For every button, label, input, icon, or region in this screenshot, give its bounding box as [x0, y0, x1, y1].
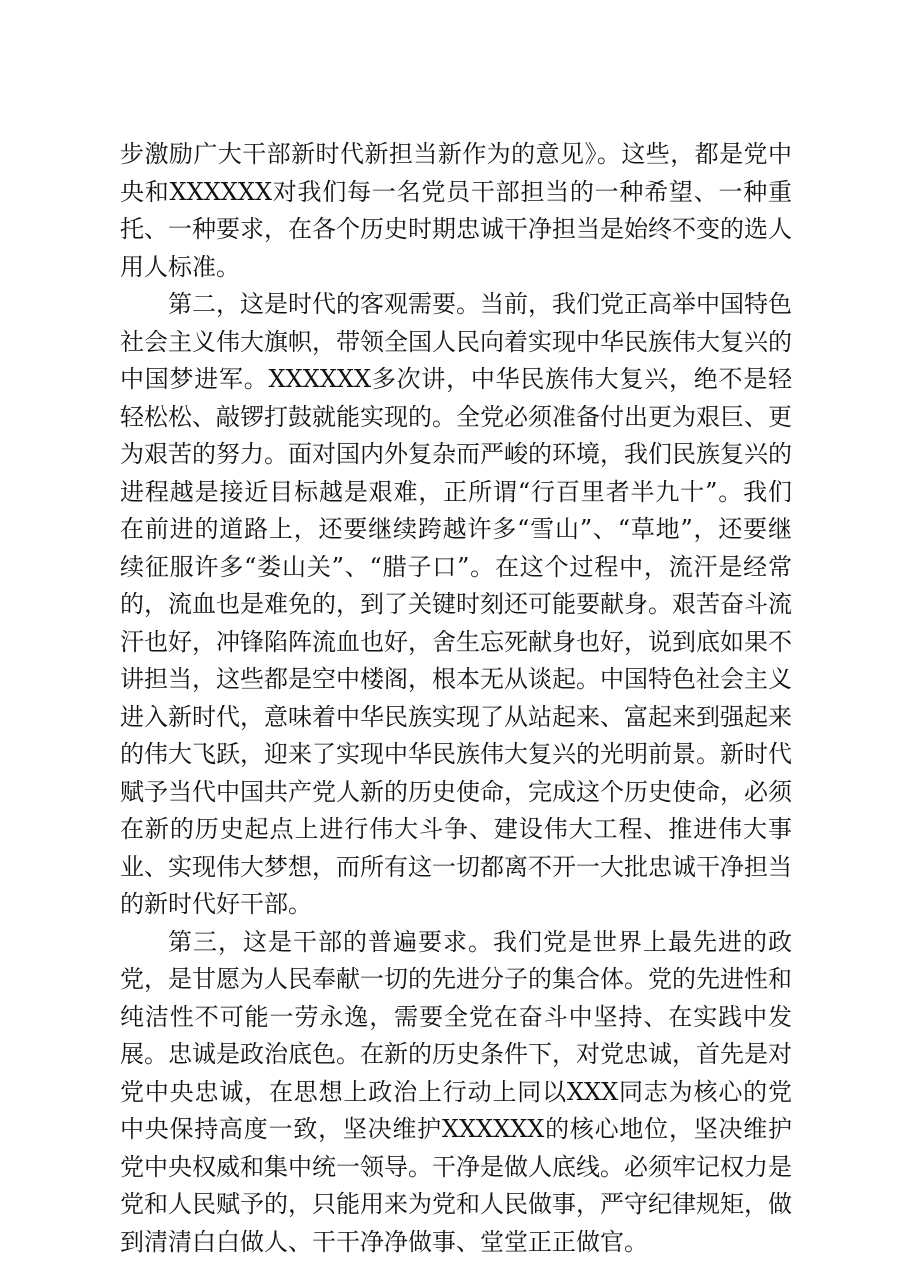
paragraph-third-point: 第三，这是干部的普遍要求。我们党是世界上最先进的政党，是甘愿为人民奉献一切的先进分子的集合体。党的先进性和纯洁性不可能一劳永逸，需要全党在奋斗中坚持、在实践中发展。忠诚是政治底色。在新的历史条件下，对党忠诚，首先是对党中央忠诚，在思想上政治上行动上同以XXX同志为核心的党中央保持高度一致，坚决维护XXXXXX的核心地位，坚决维护党中央权威和集中统一领导。干净是做人底线。必须牢记权力是党和人民赋予的，只能用来为党和人民做事，严守纪律规矩，做到清清白白做人、干干净净做事、堂堂正正做官。 [120, 927, 792, 1256]
paragraph-continuation: 步激励广大干部新时代新担当新作为的意见》。这些，都是党中央和XXXXXX对我们每一名党员干部担当的一种希望、一种重托、一种要求，在各个历史时期忠诚干净担当是始终不变的选人用人标准。 [120, 140, 792, 281]
document-body [120, 136, 792, 1261]
paragraph-second-point: 第二，这是时代的客观需要。当前，我们党正高举中国特色社会主义伟大旗帜，带领全国人民向着实现中华民族伟大复兴的中国梦进军。XXXXXX多次讲，中华民族伟大复兴，绝不是轻轻松松、敲锣打鼓就能实现的。全党必须准备付出更为艰巨、更为艰苦的努力。面对国内外复杂而严峻的环境，我们民族复兴的进程越是接近目标越是艰难，正所谓“行百里者半九十”。我们在前进的道路上，还要继续跨越许多“雪山”、“草地”，还要继续征服许多“娄山关”、“腊子口”。在这个过程中，流汗是经常的，流血也是难免的，到了关键时刻还可能要献身。艰苦奋斗流汗也好，冲锋陷阵流血也好，舍生忘死献身也好，说到底如果不讲担当，这些都是空中楼阁，根本无从谈起。中国特色社会主义进入新时代，意味着中华民族实现了从站起来、富起来到强起来的伟大飞跃，迎来了实现中华民族伟大复兴的光明前景。新时代赋予当代中国共产党人新的历史使命，完成这个历史使命，必须在新的历史起点上进行伟大斗争、建设伟大工程、推进伟大事业、实现伟大梦想，而所有这一切都离不开一大批忠诚干净担当的新时代好干部。 [120, 290, 792, 918]
